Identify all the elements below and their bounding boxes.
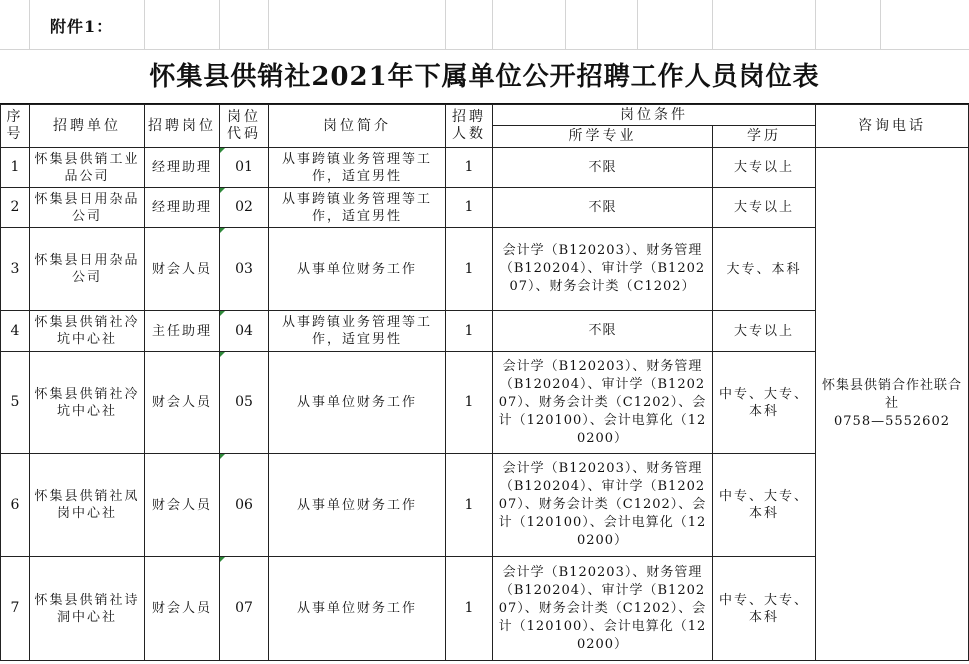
header-education: 学历 [713,126,816,148]
header-intro: 岗位简介 [269,105,446,148]
cell-count: 1 [446,352,493,454]
header-count: 招聘人数 [446,105,493,148]
cell-code: 02 [220,188,269,228]
cell-count: 1 [446,311,493,352]
header-post: 招聘岗位 [145,105,220,148]
cell-code: 04 [220,311,269,352]
cell-intro: 从事单位财务工作 [269,352,446,454]
cell-intro: 从事跨镇业务管理等工作，适宜男性 [269,311,446,352]
cell-education: 中专、大专、本科 [713,557,816,661]
cell-education: 大专以上 [713,188,816,228]
cell-code: 07 [220,557,269,661]
cell-intro: 从事单位财务工作 [269,557,446,661]
contact-org: 怀集县供销合作社联合社 [821,378,962,411]
cell-seq: 6 [1,454,30,557]
cell-major: 不限 [493,148,713,188]
cell-unit: 怀集县供销社冷坑中心社 [30,352,145,454]
attachment-label: 附件1： [50,17,114,36]
cell-major: 不限 [493,311,713,352]
cell-major: 会计学（B120203）、财务管理（B120204）、审计学（B120207）、财务会计类（C1202）、会计（120100）、会计电算化（120200） [493,557,713,661]
cell-count: 1 [446,148,493,188]
cell-education: 中专、大专、本科 [713,352,816,454]
cell-seq: 7 [1,557,30,661]
header-major: 所学专业 [493,126,713,148]
cell-count: 1 [446,228,493,311]
cell-seq: 5 [1,352,30,454]
top-gridlines [0,0,969,49]
cell-code: 03 [220,228,269,311]
cell-unit: 怀集县供销社凤岗中心社 [30,454,145,557]
cell-seq: 4 [1,311,30,352]
cell-post: 主任助理 [145,311,220,352]
cell-unit: 怀集县供销社诗洞中心社 [30,557,145,661]
cell-contact [816,148,969,661]
header-contact: 咨询电话 [816,105,969,148]
cell-unit: 怀集县日用杂品公司 [30,188,145,228]
cell-post: 财会人员 [145,454,220,557]
cell-major: 会计学（B120203）、财务管理（B120204）、审计学（B120207）、财务会计类（C1202）、会计（120100）、会计电算化（120200） [493,352,713,454]
cell-code: 05 [220,352,269,454]
cell-unit: 怀集县供销工业品公司 [30,148,145,188]
cell-post: 经理助理 [145,188,220,228]
cell-major: 会计学（B120203）、财务管理（B120204）、审计学（B120207）、财务会计类（C1202） [493,228,713,311]
table-row [1,148,969,188]
cell-major: 不限 [493,188,713,228]
cell-intro: 从事跨镇业务管理等工作，适宜男性 [269,188,446,228]
cell-education: 大专以上 [713,148,816,188]
header-conditions: 岗位条件 [493,105,816,126]
cell-education: 中专、大专、本科 [713,454,816,557]
cell-seq: 3 [1,228,30,311]
cell-unit: 怀集县供销社冷坑中心社 [30,311,145,352]
header-row [1,105,969,126]
cell-intro: 从事单位财务工作 [269,454,446,557]
cell-seq: 2 [1,188,30,228]
positions-table [0,104,969,661]
cell-count: 1 [446,188,493,228]
cell-post: 财会人员 [145,228,220,311]
cell-post: 财会人员 [145,557,220,661]
cell-education: 大专、本科 [713,228,816,311]
cell-code: 06 [220,454,269,557]
document-title: 怀集县供销社2021年下属单位公开招聘工作人员岗位表 [149,62,820,92]
header-seq: 序号 [1,105,30,148]
contact-phone: 0758—5552602 [834,414,950,429]
cell-code: 01 [220,148,269,188]
cell-count: 1 [446,557,493,661]
header-code: 岗位代码 [220,105,269,148]
cell-post: 经理助理 [145,148,220,188]
cell-seq: 1 [1,148,30,188]
cell-intro: 从事跨镇业务管理等工作，适宜男性 [269,148,446,188]
cell-post: 财会人员 [145,352,220,454]
cell-major: 会计学（B120203）、财务管理（B120204）、审计学（B120207）、财务会计类（C1202）、会计（120100）、会计电算化（120200） [493,454,713,557]
cell-education: 大专以上 [713,311,816,352]
cell-count: 1 [446,454,493,557]
header-unit: 招聘单位 [30,105,145,148]
cell-unit: 怀集县日用杂品公司 [30,228,145,311]
cell-intro: 从事单位财务工作 [269,228,446,311]
